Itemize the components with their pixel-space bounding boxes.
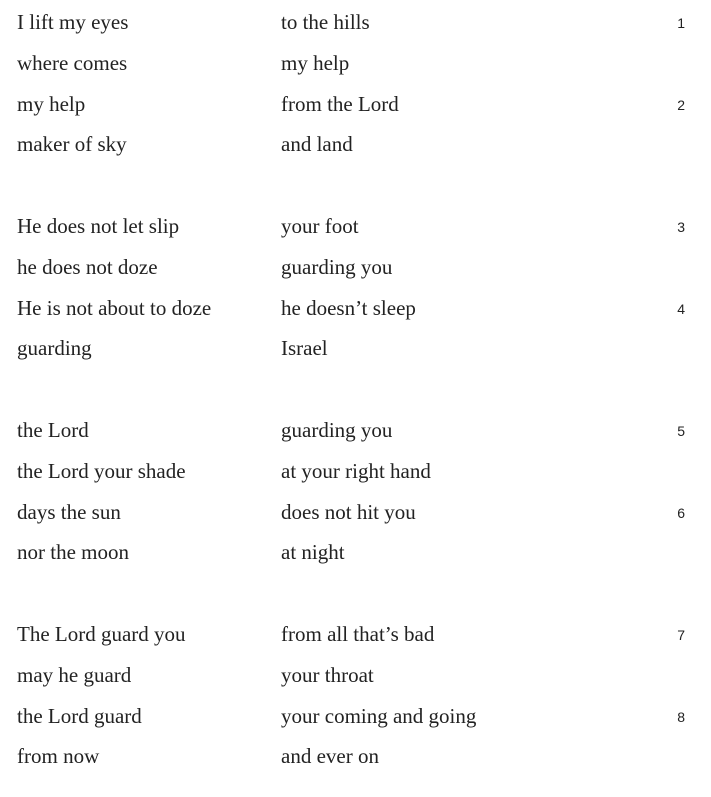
poem-line (0, 82, 711, 123)
line-right-text: your coming and going (281, 703, 477, 728)
stanza-3 (0, 408, 711, 571)
line-right-text: does not hit you (281, 499, 416, 524)
verse-number: 5 (677, 423, 685, 439)
line-right-text: Israel (281, 336, 328, 361)
verse-number: 3 (677, 219, 685, 235)
poem-line (0, 0, 711, 41)
line-right-text: my help (281, 50, 350, 75)
poem-line (0, 326, 711, 367)
line-left-text: may he guard (17, 662, 132, 687)
line-left-text: where comes (17, 50, 128, 75)
line-left-text: guarding (17, 336, 92, 361)
line-right-text: and ever on (281, 744, 379, 769)
poem-line (0, 286, 711, 327)
line-left-text: The Lord guard you (17, 622, 186, 646)
poem-line (0, 408, 711, 449)
line-right-text: to the hills (281, 10, 370, 34)
line-left-text: he does not doze (17, 254, 158, 279)
poem-line (0, 204, 711, 245)
line-right-text: your throat (281, 662, 374, 687)
line-left-text: He is not about to doze (17, 295, 212, 320)
poem-line (0, 612, 711, 653)
line-right-text: from all that’s bad (281, 622, 435, 646)
poem-line (0, 41, 711, 82)
line-left-text: days the sun (17, 499, 121, 524)
verse-number: 7 (677, 627, 685, 643)
line-right-text: at night (281, 540, 345, 565)
verse-number: 1 (677, 15, 685, 31)
line-right-text: from the Lord (281, 91, 399, 116)
verse-number: 8 (677, 708, 685, 725)
poem-line (0, 653, 711, 694)
poem-line (0, 122, 711, 163)
line-left-text: nor the moon (17, 540, 129, 565)
poem-line (0, 245, 711, 286)
poem-line (0, 734, 711, 775)
line-right-text: guarding you (281, 254, 393, 279)
verse-number: 6 (677, 504, 685, 521)
line-left-text: I lift my eyes (17, 10, 129, 34)
line-left-text: the Lord your shade (17, 458, 186, 483)
line-left-text: the Lord guard (17, 703, 142, 728)
verse-number: 4 (677, 300, 685, 317)
line-right-text: guarding you (281, 418, 393, 442)
poem-line (0, 490, 711, 531)
line-left-text: the Lord (17, 418, 89, 442)
line-right-text: at your right hand (281, 458, 431, 483)
line-left-text: He does not let slip (17, 214, 180, 238)
stanza-4 (0, 612, 711, 775)
line-right-text: and land (281, 132, 353, 157)
poem-line (0, 449, 711, 490)
line-left-text: my help (17, 91, 86, 116)
line-left-text: from now (17, 744, 100, 769)
poem-line (0, 530, 711, 571)
stanza-1 (0, 0, 711, 163)
poem-line (0, 694, 711, 735)
verse-number: 2 (677, 96, 685, 113)
line-right-text: your foot (281, 214, 359, 238)
line-left-text: maker of sky (17, 132, 127, 157)
line-right-text: he doesn’t sleep (281, 295, 416, 320)
stanza-2 (0, 204, 711, 367)
